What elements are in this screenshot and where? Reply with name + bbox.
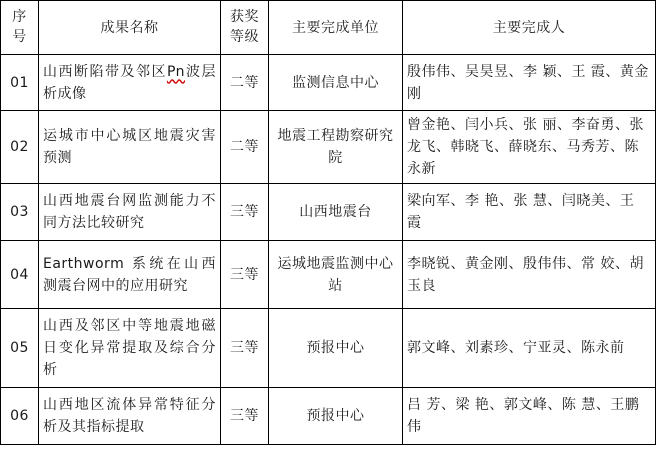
row-name: 山西及邻区中等地震地磁日变化异常提取及综合分析 xyxy=(39,309,221,388)
row-no: 01 xyxy=(1,55,39,111)
header-no xyxy=(1,1,39,55)
row-people: 梁向军、李 艳、张 慧、闫晓美、王 霞 xyxy=(403,184,656,241)
row-grade: 二等 xyxy=(221,111,269,184)
row-name: 山西地震台网监测能力不同方法比较研究 xyxy=(39,184,221,241)
row-unit: 山西地震台 xyxy=(269,184,403,241)
row-name xyxy=(39,55,221,111)
header-grade-line1: 获奖 xyxy=(230,9,259,25)
header-row xyxy=(1,1,656,55)
row-name: 山西地区流体异常特征分析及其指标提取 xyxy=(39,388,221,445)
table-row xyxy=(1,184,656,241)
row-people: 曾金艳、闫小兵、张 丽、李奋勇、张龙飞、韩晓飞、薛晓东、马秀芳、陈永新 xyxy=(403,111,656,184)
table-row xyxy=(1,241,656,309)
header-grade-line2: 等级 xyxy=(230,29,259,45)
table-row xyxy=(1,309,656,388)
table-row xyxy=(1,388,656,445)
row-grade: 三等 xyxy=(221,184,269,241)
table-row xyxy=(1,111,656,184)
spellcheck-underlined-word: Pn xyxy=(166,63,186,80)
row-grade: 三等 xyxy=(221,309,269,388)
row-unit: 预报中心 xyxy=(269,309,403,388)
row-name-part: 波层析成像 xyxy=(43,63,216,102)
row-name: 运城市中心城区地震灾害预测 xyxy=(39,111,221,184)
row-grade: 三等 xyxy=(221,241,269,309)
header-people: 主要完成人 xyxy=(403,1,656,55)
header-name: 成果名称 xyxy=(39,1,221,55)
row-people: 殷伟伟、吴昊昱、李 颖、王 霞、黄金刚 xyxy=(403,55,656,111)
table-row xyxy=(1,55,656,111)
row-no: 05 xyxy=(1,309,39,388)
row-grade: 三等 xyxy=(221,388,269,445)
header-unit: 主要完成单位 xyxy=(269,1,403,55)
row-unit: 运城地震监测中心站 xyxy=(269,241,403,309)
row-no: 03 xyxy=(1,184,39,241)
header-no-line1: 序 xyxy=(12,9,27,25)
row-unit: 预报中心 xyxy=(269,388,403,445)
row-no: 02 xyxy=(1,111,39,184)
row-name-part: 山西断陷带及邻区 xyxy=(43,63,167,80)
header-no-line2: 号 xyxy=(12,29,27,45)
row-no: 04 xyxy=(1,241,39,309)
row-grade: 二等 xyxy=(221,55,269,111)
row-no: 06 xyxy=(1,388,39,445)
header-grade xyxy=(221,1,269,55)
row-unit: 监测信息中心 xyxy=(269,55,403,111)
row-people: 吕 芳、梁 艳、郭文峰、陈 慧、王鹏伟 xyxy=(403,388,656,445)
row-people: 李晓锐、黄金刚、殷伟伟、常 姣、胡玉良 xyxy=(403,241,656,309)
row-unit: 地震工程勘察研究院 xyxy=(269,111,403,184)
row-people: 郭文峰、刘素珍、宁亚灵、陈永前 xyxy=(403,309,656,388)
row-name: Earthworm 系统在山西测震台网中的应用研究 xyxy=(39,241,221,309)
